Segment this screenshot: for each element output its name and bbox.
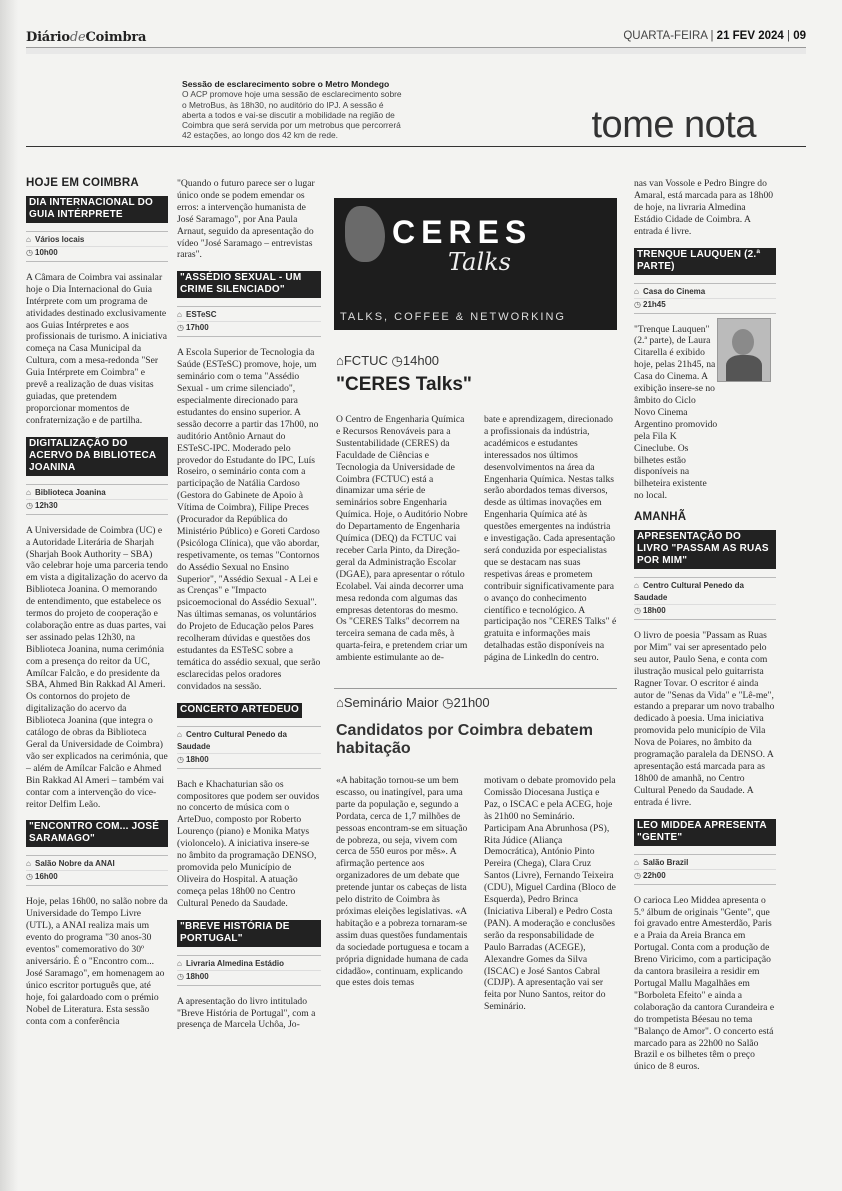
notice-body: O ACP promove hoje uma sessão de esclarecimento sobre o MetroBus, às 18h30, no auditório do IPJ. A sessão é aberta a todos e vai-se discutir a mobilidade na região de Coimbra que será servida por um metrobus que percorrerá 42 estações, ao longo dos 42 km de rede.	[182, 89, 402, 141]
ceres-col-left: O Centro de Engenharia Química e Recursos Renováveis para a Sustentabilidade (CERES) da Faculdade de Ciências e Tecnologia da Universidade de Coimbra (FCTUC) está a dinamizar uma série de seminários sobre Engenharia Química. Hoje, o Auditório Nobre do Departamento de Engenharia Química (DEQ) da FCTUC vai receber Carla Pinto, da Direção-geral da Administração Escolar (DGAE), para apresentar o rótulo Ecolabel. Vai ainda decorrer uma mesa redonda com algumas das empresas detentoras do mesmo. Os "CERES Talks" decorrem na terceira semana de cada mês, à quarta-feira, e pretendem criar um ambiente estimulante ao de-	[336, 414, 468, 664]
habit-kicker: ⌂Seminário Maior ◷21h00	[336, 695, 490, 710]
ceres-col-right: bate e aprendizagem, direcionado a profissionais da indústria, académicos e estudantes interessados nos últimos desenvolvimentos na área da Engenharia Química. Nestas talks serão abordados temas diversos, desde as últimas inovações em Engenharia Química até às questões emergentes na indústria e investigação. Cada apresentação será conduzida por especialistas que se destacam nas suas respetivas áreas e prometem contribuir significativamente para o avanço do conhecimento científico e tecnológico. A participação nos "CERES Talks" é gratuita e informações mais detalhadas estão disponíveis na página de Linkedln do centro.	[484, 414, 617, 664]
location-icon: ⌂	[177, 310, 182, 320]
page-fold-shadow	[0, 0, 18, 1191]
location-icon: ⌂	[336, 353, 344, 368]
clock-icon: ◷	[391, 353, 403, 368]
event-tag: TRENQUE LAUQUEN (2.ª PARTE)	[634, 248, 776, 275]
location-icon: ⌂	[634, 857, 639, 867]
event-tag: CONCERTO ARTEDEUO	[177, 703, 302, 718]
habit-headline: Candidatos por Coimbra debatem habitação	[336, 722, 593, 757]
location-icon: ⌂	[26, 487, 31, 497]
location-icon: ⌂	[26, 234, 31, 244]
event-text: A Escola Superior de Tecnologia da Saúde (ESTeSC) promove, hoje, um seminário com o tema "Assédio Sexual - um crime silenciado", especialmente direcionado para estudantes do ensino superior. A sessão decorre a partir das 17h00, no auditório Antônio Arnaut do ESTeSC-IPC. Moderado pelo provedor do Estudante do IPC, Luís Roseiro, o seminário conta com a participação de Natália Cardoso (Gestora do Gabinete de Apoio à Vítima de Coimbra), Filipe Preces (Procurador da República do Ministério Público) e Goreti Cardoso (Psicóloga Clínica), que vão abordar, respetivamente, os temas "Contornos do Assédio Sexual no Ensino Superior", "Assédio Sexual - A Lei e as Crenças" e "Impacto psicoemocional do Assédio Sexual". Nas últimas semanas, os voluntários do Projeto de Educação pelos Pares recolheram dúvidas e questões dos estudantes da ESTeSC sobre a temática do assédio sexual, que serão esclarecidas pelos oradores convidados na sessão.	[177, 347, 321, 692]
event-text: O livro de poesia "Passam as Ruas por Mim" vai ser apresentado pelo seu autor, Paulo Sena, e conta com ilustração musical pelo guitarrista Ragner Tovar. O escritor é ainda autor de "Senas da Vida" e "Lê-me", estando a preparar um novo trabalho dedicado à poesia. Uma iniciativa promovida pelo município de Vila Nova de Poiares, no âmbito da programação paralela da DENSO. A apresentação está marcada para as 18h00 de amanhã, no Centro Cultural Penedo da Saudade. A entrada é livre.	[634, 630, 775, 808]
clock-icon: ◷	[26, 872, 33, 882]
event-text: O carioca Leo Middea apresenta o 5.º álbum de originais "Gente", que foi gravado entre Amesterdão, Paris e a Praia da Areia Branca em Portugal. Conta com a produção de Breno Viricimo, com a participação da cantora brasileira a residir em Portugal Mallu Magalhães em "Borboleta Efeito" e ainda a colaboração da cantora Curandeira e do trompetista Béesau no tema "Balanço de Amor". O concerto está marcado para as 22h00 no Salão Brazil e os bilhetes têm o preço único de 8 euros.	[634, 894, 775, 1073]
column-1	[26, 178, 168, 1037]
ceres-kicker: ⌂FCTUC ◷14h00	[336, 353, 440, 368]
photo-face	[732, 329, 754, 355]
location-icon: ⌂	[26, 859, 31, 869]
ceres-headline: "CERES Talks"	[336, 374, 472, 395]
column-5	[634, 178, 776, 1083]
clock-icon: ◷	[634, 299, 641, 309]
event-meta: ⌂ Salão Nobre da ANAI ◷ 16h00	[26, 855, 168, 886]
notice-box	[182, 79, 407, 141]
event-meta: ⌂ Biblioteca Joanina ◷ 12h30	[26, 484, 168, 515]
event-meta: ⌂ Centro Cultural Penedo da Saudade ◷ 18h00	[177, 726, 321, 769]
section-title: tome nota	[591, 104, 756, 146]
location-icon: ⌂	[634, 286, 639, 296]
clock-icon: ◷	[442, 695, 454, 710]
clock-icon: ◷	[26, 500, 33, 510]
section-heading: HOJE EM COIMBRA	[26, 177, 139, 189]
event-meta: ⌂ ESTeSC ◷ 17h00	[177, 306, 321, 337]
masthead: DiáriodeCoimbra	[26, 30, 147, 45]
event-text: nas van Vossole e Pedro Bingre do Amaral, está marcada para as 18h00 de hoje, na livraria Almedina Estádio Cidade de Coimbra. A entrada é livre.	[634, 178, 774, 237]
top-rule	[26, 47, 806, 54]
article-divider	[334, 688, 617, 689]
event-text: A Universidade de Coimbra (UC) e a Autoridade Literária de Sharjah (Sharjah Book Authority – SBA) vão celebrar hoje uma parceria tendo em vista a digitalização do acervo da Biblioteca Joanina. O memorando de entendimento, que estabelece os termos do projeto de cooperação e colaboração entre as duas partes, vai ser assinado pelas 12h30, na Biblioteca Joanina, numa cerimónia com a presença do reitor da UC, Amílcar Falcão, e do presidente da SBA, Ahmed Bin Rakkad Al Ameri. Os contornos do projeto de digitalização do acervo da Biblioteca Joanina (que integra o catálogo de obras da Biblioteca Geral da Universidade de Coimbra) vão ser explicados na cerimónia, que – além de Amílcar Falcão e Ahmed Bin Rakkad Al Ameri – também vai contar com a intervenção do vice-reitor Delfim Leão.	[26, 524, 168, 810]
event-tag: "BREVE HISTÓRIA DE PORTUGAL"	[177, 920, 321, 947]
notice-title: Sessão de esclarecimento sobre o Metro Mondego	[182, 79, 390, 89]
event-text: Bach e Khachaturian são os compositores que podem ser ouvidos no concerto de música com o ArteDuo, composto por Roberto Lourenço (piano) e Monika Matys (violoncelo). A iniciativa insere-se no âmbito da programação DENSO, promovida pelo Município de Oliveira do Hospital. A atuação começa pelas 18h00 no Centro Cultural Penedo da Saudade.	[177, 778, 320, 909]
clock-icon: ◷	[177, 323, 184, 333]
clock-icon: ◷	[177, 971, 184, 981]
habit-col-left: «A habitação tornou-se um bem escasso, ou inatingível, para uma parte da população e, segundo a Pordata, cerca de 1,7 milhões de pessoas encontram-se em situação de pobreza, ou seja, vivem com cerca de 550 euros por mês». A afirmação pertence aos organizadores de um debate que pretende juntar os cabeças de lista pelo distrito de Coimbra às próximas eleições legislativas. «A habitação e a pobreza tornaram-se assim duas questões fundamentais da sociedade portuguesa e tocam a própria dignidade humana de cada cidadão», continuam, explicando que estes dois temas	[336, 775, 469, 989]
event-tag: DIA INTERNACIONAL DO GUIA INTÉRPRETE	[26, 196, 168, 223]
event-text: Hoje, pelas 16h00, no salão nobre da Universidade do Tempo Livre (UTL), a ANAI realiza mais um evento do programa "30 anos-30 eventos" comemorativo do 30º aniversário. É o "Encontro com... José Saramago", em homenagem ao único escritor português que, até hoje, foi galardoado com o prémio Nobel de Literatura. Esta sessão conta com a conferência	[26, 896, 168, 1027]
event-text: A Câmara de Coimbra vai assinalar hoje o Dia Internacional do Guia Intérprete com um programa de atividades destinado exclusivamente aos Guias Intérpretes e aos profissionais de turismo. A iniciativa começa na Casa Municipal da Cultura, com a mesa-redonda "Ser Guia Intérprete em Coimbra" e prevê a realização de duas visitas guiadas, que pretendem proporcionar momentos de confraternização e de partilha.	[26, 271, 167, 426]
event-meta: ⌂ Salão Brazil ◷ 22h00	[634, 854, 776, 885]
event-text: "Trenque Lauquen" (2.ª parte), de Laura Citarella é exibido hoje, pelas 21h45, na Casa do Cinema. A exibição insere-se no âmbito do Ciclo Novo Cinema Argentino promovido pela Fila K Cineclube. Os bilhetes estão disponíveis na bilheteira existente no local.	[634, 323, 718, 502]
event-meta: ⌂ Livraria Almedina Estádio ◷ 18h00	[177, 955, 321, 986]
location-icon: ⌂	[336, 695, 344, 710]
column-2	[177, 178, 321, 1041]
event-tag: LEO MIDDEA APRESENTA "GENTE"	[634, 819, 776, 846]
director-photo	[717, 318, 771, 382]
event-tag: "ENCONTRO COM... JOSÉ SARAMAGO"	[26, 820, 168, 847]
event-tag: DIGITALIZAÇÃO DO ACERVO DA BIBLIOTECA JOANINA	[26, 437, 168, 476]
clock-icon: ◷	[26, 247, 33, 257]
clock-icon: ◷	[177, 754, 184, 764]
ceres-strap: TALKS, COFFEE & NETWORKING	[340, 311, 566, 323]
section-rule	[26, 146, 806, 147]
habit-col-right: motivam o debate promovido pela Comissão Diocesana Justiça e Paz, o ISCAC e pela ACEG, hoje às 21h00 no Seminário. Participam Ana Abrunhosa (PS), Rita Júdice (Aliança Democrática), António Pinto Pereira (Chega), Clara Cruz Santos (Livre), Fernando Teixeira (CDU), Miguel Cardina (Bloco de Esquerda), Pedro Brinca (Iniciativa Liberal) e Pedro Costa (PAN). A moderação e conclusões serão da responsabilidade de Paulo Barradas (ACEGE), Alexandre Gomes da Silva (ISCAC) e José Santos Cabral (CDJP). A apresentação vai ser feita por Nuno Santos, reitor do Seminário.	[484, 775, 616, 1013]
clock-icon: ◷	[634, 606, 641, 616]
event-meta: ⌂ Centro Cultural Penedo da Saudade ◷ 18h00	[634, 577, 776, 620]
location-icon: ⌂	[177, 958, 182, 968]
event-tag: APRESENTAÇÃO DO LIVRO "PASSAM AS RUAS POR MIM"	[634, 530, 776, 569]
ceres-logo-word: CERES	[392, 214, 533, 250]
event-text: "Quando o futuro parece ser o lugar único onde se podem emendar os erros: a intervenção humanista de José Saramago", por Ana Paula Arnaut, seguido da apresentação do vídeo "José Saramago – entrevistas raras".	[177, 178, 315, 261]
location-icon: ⌂	[634, 581, 639, 591]
dateline: QUARTA-FEIRA | 21 FEV 2024 | 09	[623, 30, 806, 42]
event-meta: ⌂ Vários locais ◷ 10h00	[26, 231, 168, 262]
event-tag: "ASSÉDIO SEXUAL - UM CRIME SILENCIADO"	[177, 271, 321, 298]
event-text: A apresentação do livro intitulado "Breve História de Portugal", com a presença de Marcela Uchôa, Jo-	[177, 995, 316, 1031]
photo-body	[726, 355, 762, 381]
ceres-logo-script: Talks	[448, 248, 511, 276]
section-heading: AMANHÃ	[634, 511, 687, 524]
event-meta: ⌂ Casa do Cinema ◷ 21h45	[634, 283, 776, 314]
location-icon: ⌂	[177, 729, 182, 739]
clock-icon: ◷	[634, 870, 641, 880]
